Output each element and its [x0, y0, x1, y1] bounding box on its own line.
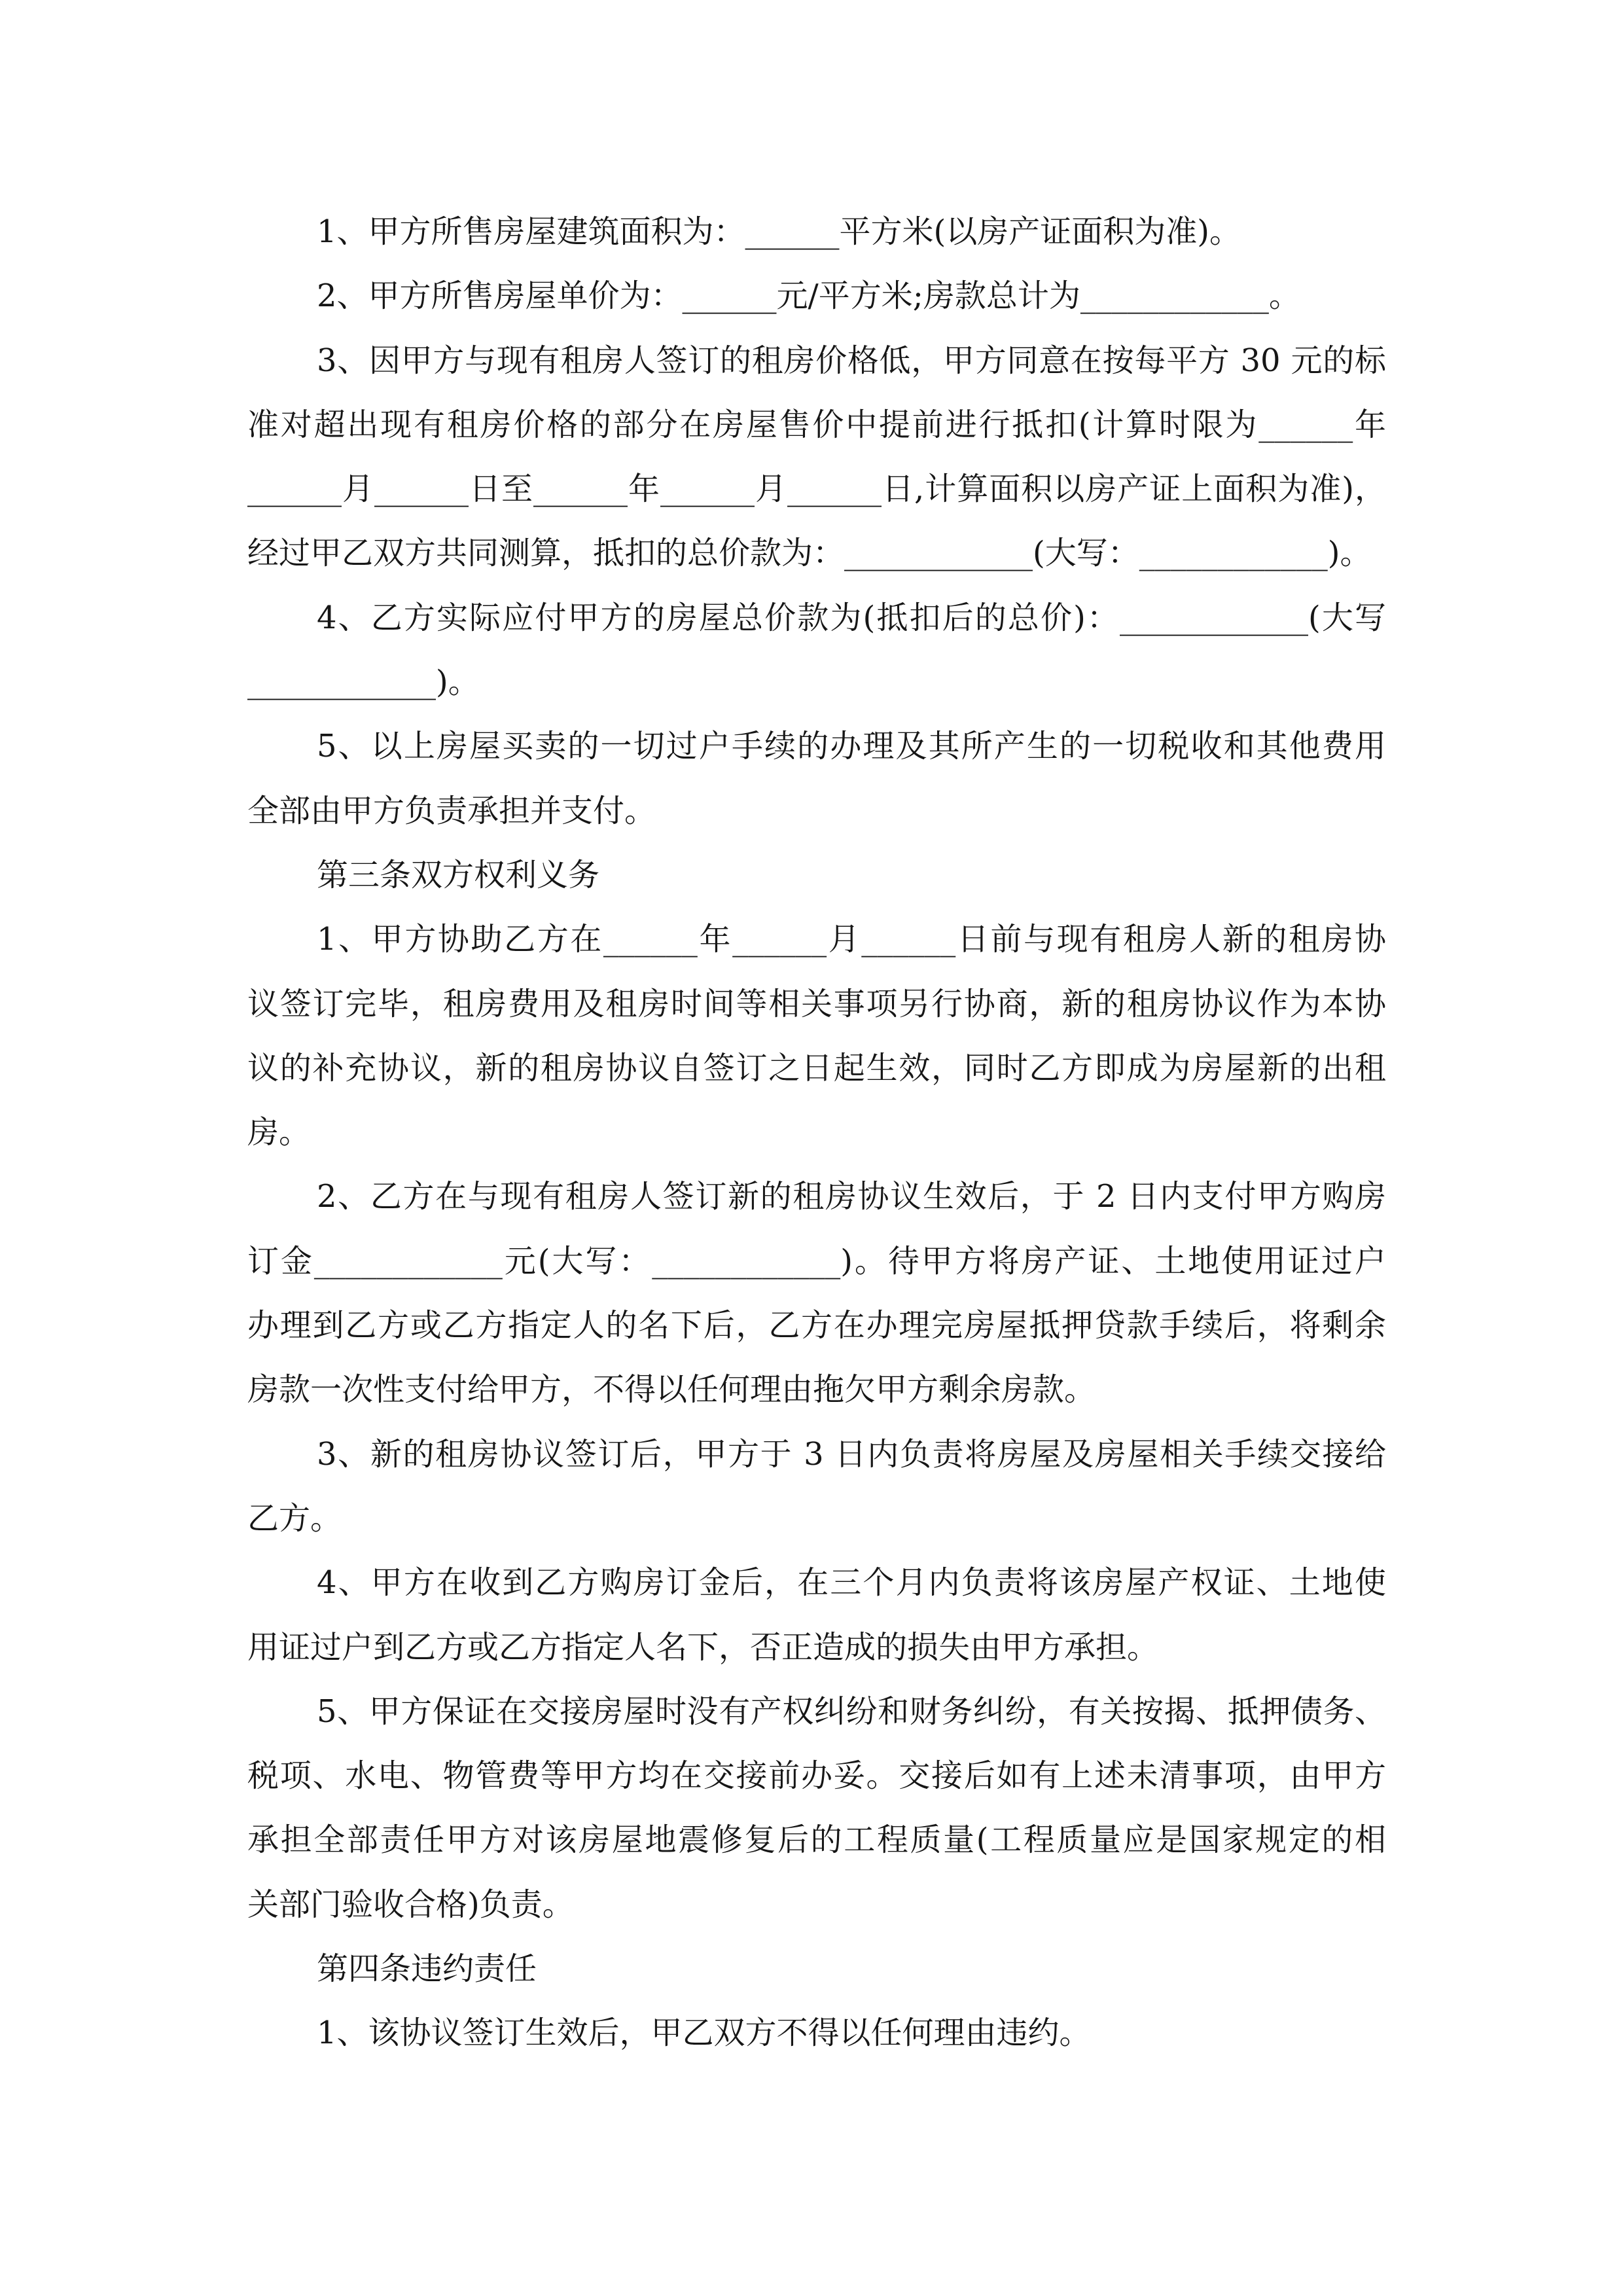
clause-line: 经过甲乙双方共同测算，抵扣的总价款为：____________(大写：____________)。 — [247, 535, 1372, 572]
section-3 — [247, 843, 1386, 907]
clause-line: 议的补充协议，新的租房协议自签订之日起生效，同时乙方即成为房屋新的出租 — [247, 1049, 1386, 1086]
clause-line: 准对超出现有租房价格的部分在房屋售价中提前进行抵扣(计算时限为______年 — [247, 406, 1386, 443]
section-4 — [247, 1937, 1386, 2001]
section3-clause-2 — [247, 1164, 1386, 1422]
clause-line: 关部门验收合格)负责。 — [247, 1886, 574, 1923]
clause-line: 全部由甲方负责承担并支付。 — [247, 792, 656, 829]
clause-line: 用证过户到乙方或乙方指定人名下，否正造成的损失由甲方承担。 — [247, 1628, 1159, 1666]
section3-clause-3 — [247, 1422, 1386, 1551]
clause-line: 1、甲方所售房屋建筑面积为：______平方米(以房产证面积为准)。 — [317, 213, 1241, 250]
section-heading-3: 第三条双方权利义务 — [317, 856, 600, 893]
section-heading-4: 第四条违约责任 — [317, 1950, 537, 1988]
clause-line: 承担全部责任甲方对该房屋地震修复后的工程质量(工程质量应是国家规定的相 — [247, 1821, 1386, 1859]
clause-line: 5、以上房屋买卖的一切过户手续的办理及其所产生的一切税收和其他费用 — [317, 728, 1386, 765]
clause-line: 乙方。 — [247, 1499, 342, 1537]
clause-line: 4、甲方在收到乙方购房订金后，在三个月内负责将该房屋产权证、土地使 — [317, 1564, 1386, 1602]
clause-line: 订金____________元(大写：____________)。待甲方将房产证、土地使用证过户 — [247, 1242, 1386, 1280]
clause-line: 税项、水电、物管费等甲方均在交接前办妥。交接后如有上述未清事项，由甲方 — [247, 1757, 1386, 1795]
clause-line: 2、甲方所售房屋单价为：______元/平方米;房款总计为____________。 — [317, 278, 1300, 315]
section2-clause-3 — [247, 329, 1386, 586]
section4-clause-1 — [247, 2001, 1386, 2065]
clause-line: 议签订完毕，租房费用及租房时间等相关事项另行协商，新的租房协议作为本协 — [247, 985, 1386, 1022]
clause-line: 3、因甲方与现有租房人签订的租房价格低，甲方同意在按每平方 30 元的标 — [317, 342, 1386, 379]
section3-clause-5 — [247, 1679, 1386, 1937]
clause-line: 5、甲方保证在交接房屋时没有产权纠纷和财务纠纷，有关按揭、抵押债务、 — [317, 1693, 1386, 1730]
clause-line: 房。 — [247, 1114, 311, 1151]
section3-clause-1 — [247, 907, 1386, 1164]
clause-line: ____________)。 — [247, 664, 480, 701]
clause-line: 1、该协议签订生效后，甲乙双方不得以任何理由违约。 — [317, 2015, 1091, 2052]
section2-clause-4 — [247, 586, 1386, 715]
clause-line: 3、新的租房协议签订后，甲方于 3 日内负责将房屋及房屋相关手续交接给 — [317, 1435, 1386, 1473]
clause-line: ______月______日至______年______月______日,计算面积以房产证上面积为准)， — [247, 471, 1386, 508]
clause-line: 2、乙方在与现有租房人签订新的租房协议生效后，于 2 日内支付甲方购房 — [317, 1178, 1386, 1215]
section2-clause-5 — [247, 714, 1386, 843]
clause-line: 办理到乙方或乙方指定人的名下后，乙方在办理完房屋抵押贷款手续后，将剩余 — [247, 1307, 1386, 1344]
document-body — [247, 200, 1386, 2066]
section2-clause-2 — [247, 264, 1386, 328]
clause-line: 房款一次性支付给甲方，不得以任何理由拖欠甲方剩余房款。 — [247, 1371, 1096, 1408]
clause-line: 4、乙方实际应付甲方的房屋总价款为(抵扣后的总价)：____________(大写 — [317, 599, 1386, 636]
section2-clause-1 — [247, 200, 1386, 264]
clause-line: 1、甲方协助乙方在______年______月______日前与现有租房人新的租房协 — [317, 921, 1386, 958]
section3-clause-4 — [247, 1551, 1386, 1679]
